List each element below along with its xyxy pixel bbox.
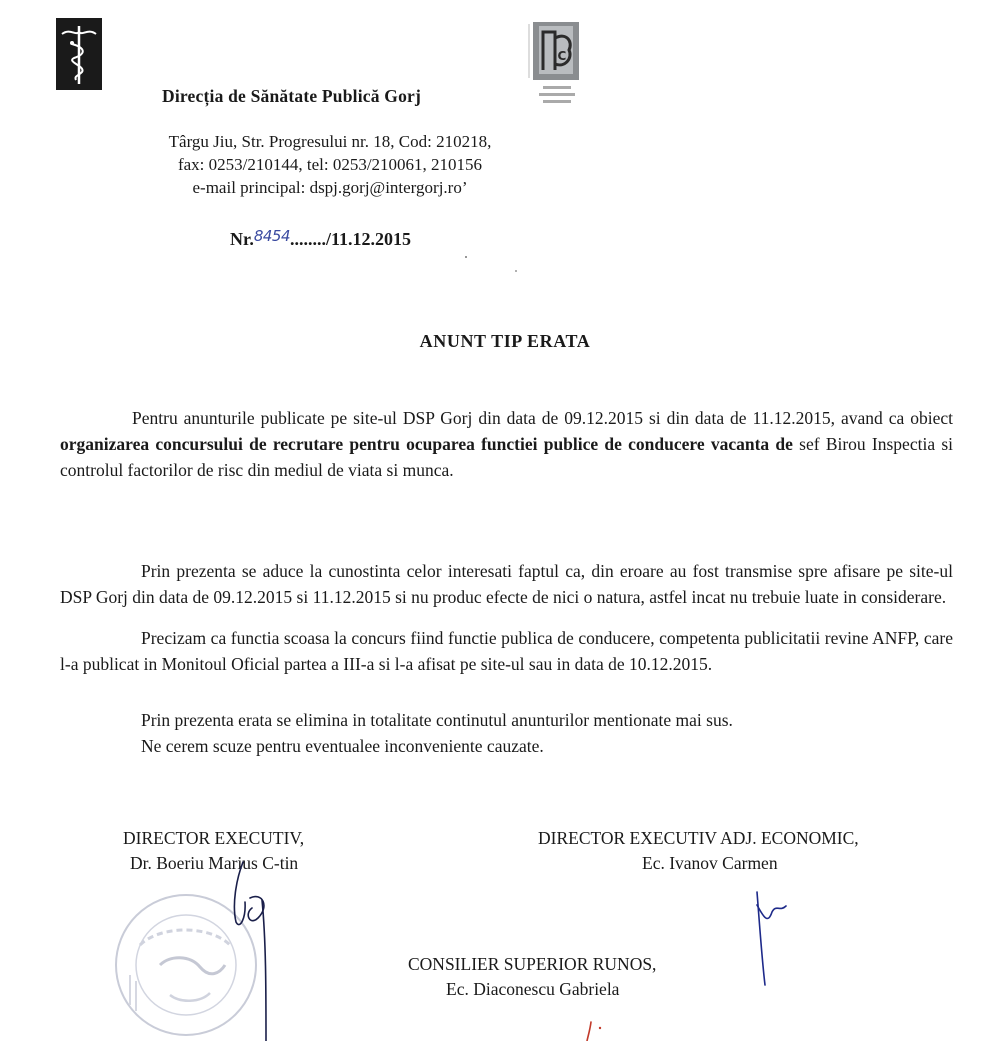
organization-name: Direcția de Sănătate Publică Gorj <box>162 86 422 106</box>
clarification-text: Precizam ca functia scoasa la concurs fiind functie publica de conducere, competenta publicitatii revine ANFP, care l-a publicat in Monitoul Oficial partea a III-a si l-a afisat pe site-ul sau in data de 10.12.2015. <box>60 628 953 674</box>
dsp-emblem-logo <box>56 18 102 90</box>
intro-bold-text: organizarea concursului de recrutare pentru ocuparea functiei publice de conducere vacanta de <box>60 434 793 454</box>
handwritten-reg-number: 8454 <box>253 227 291 245</box>
scan-speck <box>515 270 517 272</box>
signatory-title-deputy-director: DIRECTOR EXECUTIV ADJ. ECONOMIC, <box>538 828 859 848</box>
paragraph-clarification <box>60 625 953 677</box>
intro-text: Pentru anunturile publicate pe site-ul DSP Gorj din data de 09.12.2015 si din data de 11.12.2015, avand ca obiect <box>132 408 953 428</box>
reg-date: /11.12.2015 <box>326 229 412 249</box>
scan-speck <box>465 256 467 258</box>
paragraph-notice <box>60 558 953 610</box>
signatory-name-deputy-director: Ec. Ivanov Carmen <box>642 853 778 873</box>
paragraph-elimination <box>60 707 953 733</box>
intro-text-end: sef Birou Inspectia si controlul factorilor de risc din mediul de viata si munca. <box>60 434 953 480</box>
signatory-title-counselor: CONSILIER SUPERIOR RUNOS, <box>408 954 657 974</box>
official-stamp <box>100 885 270 1041</box>
paragraph-apology <box>60 733 953 759</box>
paragraph-intro <box>60 405 953 483</box>
phone-fax-line: fax: 0253/210144, tel: 0253/210061, 210156 <box>177 155 483 174</box>
signatory-name-counselor: Ec. Diaconescu Gabriela <box>446 979 620 999</box>
reg-dots: ........ <box>290 229 327 249</box>
counselor-signature <box>587 1022 601 1041</box>
registration-number <box>230 229 411 250</box>
signatory-name-director: Dr. Boeriu Marius C-tin <box>130 853 299 873</box>
signatory-title-director: DIRECTOR EXECUTIV, <box>123 828 305 848</box>
quality-certification-logo <box>525 14 591 112</box>
address-line: Târgu Jiu, Str. Progresului nr. 18, Cod: 210218, <box>168 132 492 151</box>
email-line: e-mail principal: dspj.gorj@intergorj.ro’ <box>192 178 468 197</box>
reg-prefix: Nr. <box>230 229 254 249</box>
deputy-director-signature <box>757 892 786 985</box>
apology-text: Ne cerem scuze pentru eventualee inconveniente cauzate. <box>141 736 544 756</box>
elimination-text: Prin prezenta erata se elimina in totalitate continutul anunturilor mentionate mai sus. <box>141 710 733 730</box>
document-title: ANUNT TIP ERATA <box>419 331 591 351</box>
notice-text: Prin prezenta se aduce la cunostinta celor interesati faptul ca, din eroare au fost transmise spre afisare pe site-ul DSP Gorj din data de 09.12.2015 si 11.12.2015 si nu produc efecte de nici o natura, astfel incat nu trebuie luate in considerare. <box>60 561 953 607</box>
svg-text:IC: IC <box>553 49 567 63</box>
